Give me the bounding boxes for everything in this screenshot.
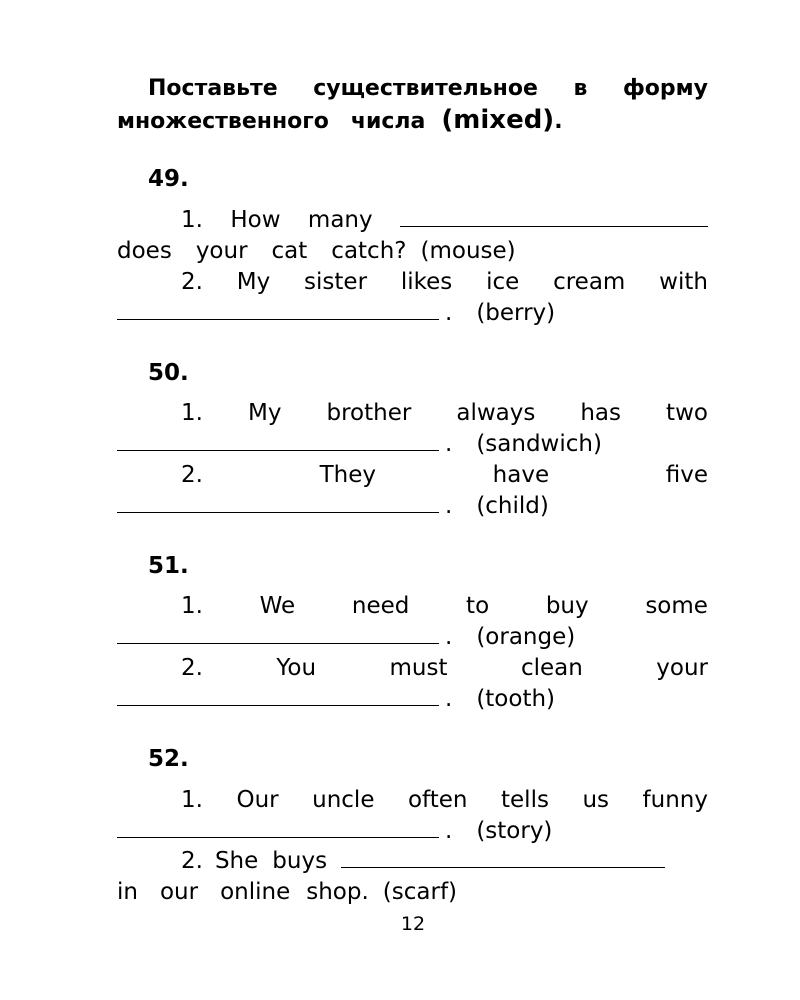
word: your (656, 655, 708, 681)
sentence-line (181, 398, 708, 428)
word: We (259, 593, 296, 619)
sentence-line (181, 460, 708, 490)
exercise-number: 50. (148, 360, 189, 386)
word-hint: (sandwich) (476, 431, 602, 457)
word: You (276, 655, 317, 681)
word: funny (642, 787, 708, 813)
instruction-word: числа (350, 109, 426, 134)
word: some (645, 593, 708, 619)
word: need (351, 593, 410, 619)
exercise-number: 49. (148, 166, 189, 192)
word: cream (553, 269, 626, 295)
answer-blank[interactable] (117, 817, 439, 838)
word: She (214, 848, 259, 874)
period: . (445, 493, 453, 519)
answer-blank[interactable] (117, 685, 439, 706)
instruction-word: Поставьте (148, 76, 278, 101)
exercise-number: 51. (148, 553, 189, 579)
answer-blank[interactable] (341, 847, 665, 868)
instruction-word: форму (622, 76, 708, 101)
word-hint: (berry) (476, 300, 556, 326)
sentence-line (181, 267, 708, 297)
word: uncle (312, 787, 375, 813)
word: online (220, 879, 291, 905)
exercise-number: 52. (148, 746, 189, 772)
word: has (580, 400, 622, 426)
word: in (117, 879, 138, 905)
word: to (466, 593, 490, 619)
word: They (319, 462, 376, 488)
word: My (247, 400, 282, 426)
word: have (492, 462, 550, 488)
sentence-line (181, 591, 708, 621)
period: . (445, 686, 453, 712)
word: ice (486, 269, 520, 295)
word: your (195, 238, 248, 264)
word-hint: (tooth) (476, 686, 556, 712)
word: our (159, 879, 199, 905)
instruction-word: существительное (313, 76, 538, 101)
sentence-line (117, 491, 708, 521)
sentence-line (181, 205, 708, 235)
period: . (445, 818, 453, 844)
word: always (456, 400, 536, 426)
instruction-line-2 (117, 105, 708, 137)
word-hint: (orange) (476, 624, 576, 650)
instruction-word: в (573, 76, 588, 101)
period: . (445, 431, 453, 457)
item-number: 2. (181, 655, 203, 681)
instruction-period: . (554, 109, 563, 134)
word: five (665, 462, 708, 488)
instruction-word: множественного (117, 109, 329, 134)
item-number: 2. (181, 848, 203, 874)
sentence-line (117, 236, 708, 266)
word: clean (520, 655, 583, 681)
sentence-line (117, 298, 708, 328)
item-number: 2. (181, 462, 203, 488)
period: . (445, 624, 453, 650)
sentence-line (117, 622, 708, 652)
item-number: 1. (181, 593, 203, 619)
word: must (389, 655, 448, 681)
word: buys (272, 848, 328, 874)
word-hint: (scarf) (382, 879, 458, 905)
sentence-line (181, 785, 708, 815)
period: . (445, 300, 453, 326)
item-number: 2. (181, 269, 203, 295)
word: many (307, 207, 373, 233)
word: How (230, 207, 281, 233)
answer-blank[interactable] (117, 623, 439, 644)
word: with (659, 269, 708, 295)
word: brother (326, 400, 412, 426)
word: buy (545, 593, 589, 619)
answer-blank[interactable] (400, 206, 708, 227)
sentence-line (117, 816, 708, 846)
word: catch? (331, 238, 407, 264)
word: two (666, 400, 708, 426)
word: tells (501, 787, 549, 813)
answer-blank[interactable] (117, 492, 439, 513)
instruction-mixed: (mixed) (441, 105, 555, 135)
item-number: 1. (181, 400, 203, 426)
item-number: 1. (181, 787, 203, 813)
word: sister (304, 269, 368, 295)
instruction-line-1 (148, 74, 708, 104)
word-hint: (story) (476, 818, 553, 844)
word-hint: (mouse) (420, 238, 516, 264)
word: My (236, 269, 271, 295)
word: does (117, 238, 172, 264)
sentence-line (117, 684, 708, 714)
sentence-line (117, 429, 708, 459)
word: often (407, 787, 468, 813)
sentence-line (181, 653, 708, 683)
word-hint: (child) (476, 493, 549, 519)
answer-blank[interactable] (117, 430, 439, 451)
answer-blank[interactable] (117, 299, 439, 320)
word: shop. (306, 879, 369, 905)
word: Our (236, 787, 279, 813)
sentence-line (181, 846, 708, 876)
word: us (582, 787, 610, 813)
page-number: 12 (400, 913, 426, 935)
word: cat (271, 238, 308, 264)
word: likes (400, 269, 453, 295)
item-number: 1. (181, 207, 203, 233)
sentence-line (117, 877, 708, 907)
